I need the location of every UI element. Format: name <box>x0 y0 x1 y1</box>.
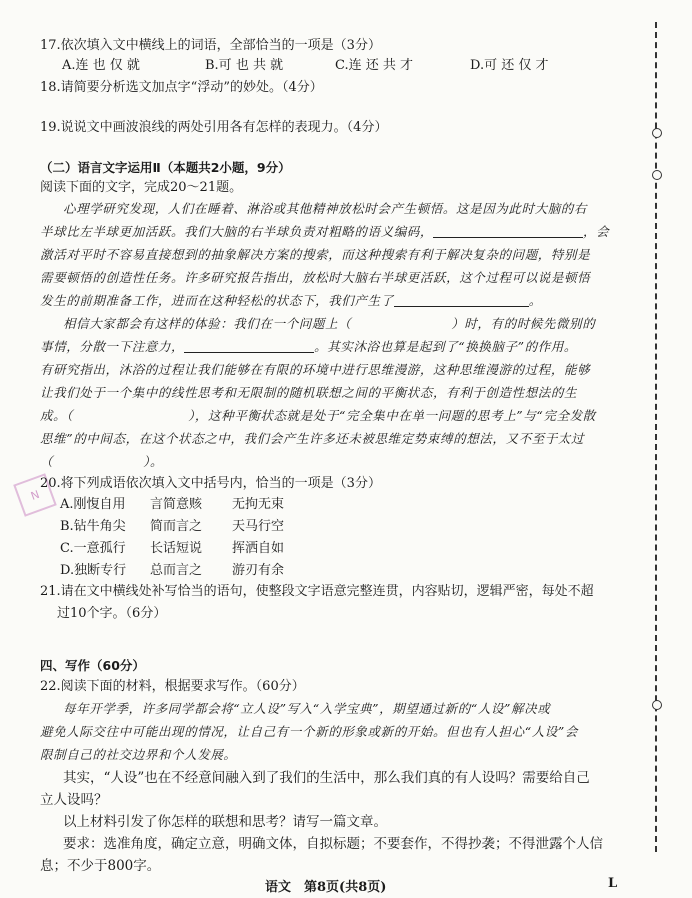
q20-option-a-3: 无拘无束 <box>232 497 285 512</box>
prompt-line: 以上材料引发了你怎样的联想和思考？请写一篇文章。 <box>63 814 387 830</box>
material-line: 避免人际交往中可能出现的情况，让自己有一个新的形象或新的开始。但也有人担心“人设”会 <box>40 724 578 739</box>
q21-stem-line-1: 21.请在文中横线处补写恰当的语句，使整段文字语意完整连贯，内容贴切，逻辑严密，每处不超 <box>40 584 594 599</box>
requirements-line: 息；不少于800字。 <box>40 858 161 874</box>
passage-line: 激活对平时不容易直接想到的抽象解决方案的搜索，而这种搜索有利于解决复杂的问题，特别是 <box>40 247 591 262</box>
q20-option-b-3: 天马行空 <box>232 519 285 534</box>
binding-cut-line <box>655 22 657 852</box>
requirements-line: 要求：选准角度，确定立意，明确文体，自拟标题；不要套作，不得抄袭；不得泄露个人信 <box>63 836 603 852</box>
q20-option-d-1: D.独断专行 <box>60 563 127 578</box>
q20-option-c-1: C.一意孤行 <box>60 541 126 556</box>
q20-option-a-1: A.刚愎自用 <box>60 497 126 512</box>
paper-mark: L <box>608 876 618 891</box>
passage-line: （ ）。 <box>40 454 164 469</box>
material-line: 立人设吗？ <box>40 792 108 808</box>
q20-option-c-3: 挥洒自如 <box>232 541 285 556</box>
answer-blank-3[interactable] <box>184 338 314 353</box>
material-line: 限制自己的社交边界和个人发展。 <box>40 747 237 762</box>
passage-line: 心理学研究发现，人们在睡着、淋浴或其他精神放松时会产生顿悟。这是因为此时大脑的右 <box>63 201 588 216</box>
q20-stem: 20.将下列成语依次填入文中括号内，恰当的一项是（3分） <box>40 476 381 491</box>
q17-stem: 17.依次填入文中横线上的词语，全部恰当的一项是（3分） <box>40 38 381 53</box>
q18-stem: 18.请简要分析选文加点字“浮动”的妙处。（4分） <box>40 80 323 95</box>
q17-option-a: A.连 也 仅 就 <box>62 58 140 73</box>
q20-option-c-2: 长话短说 <box>150 541 203 556</box>
q20-option-a-2: 言简意赅 <box>150 497 203 512</box>
passage-line: 成。（ ），这种平衡状态就是处于“完全集中在单一问题的思考上”与“完全发散 <box>40 408 596 423</box>
q22-stem: 22.阅读下面的材料，根据要求写作。（60分） <box>40 679 305 694</box>
passage-line: 半球比左半球更加活跃。我们大脑的右半球负责对粗略的语义编码， ，会 <box>40 224 610 239</box>
section-2-title: （二）语言文字运用Ⅱ（本题共2小题，9分） <box>40 160 291 175</box>
passage-line: 需要顿悟的创造性任务。许多研究报告指出，放松时大脑右半球更活跃，这个过程可以说是顿悟 <box>40 270 591 285</box>
q20-option-b-2: 简而言之 <box>150 519 203 534</box>
passage-line: 相信大家都会有这样的体验：我们在一个问题上（ ）时，有的时候先微别的 <box>63 316 596 331</box>
passage-line: 事情，分散一下注意力， 。其实沐浴也算是起到了“换换脑子”的作用。 <box>40 339 577 354</box>
material-line: 其实，“人设”也在不经意间融入到了我们的生活中，那么我们真的有人设吗？需要给自己 <box>63 770 590 786</box>
q20-option-d-3: 游刃有余 <box>232 563 285 578</box>
binding-hole-3 <box>652 700 662 710</box>
q19-stem: 19.说说文中画波浪线的两处引用各有怎样的表现力。（4分） <box>40 120 388 135</box>
page-footer: 语文 第8页(共8页) <box>265 880 387 895</box>
passage-line: 思维”的中间态，在这个状态之中，我们会产生许多还未被思维定势束缚的想法，又不至于太过 <box>40 431 585 446</box>
q20-option-b-1: B.钻牛角尖 <box>60 519 126 534</box>
section-4-title: 四、写作（60分） <box>40 658 145 673</box>
binding-hole-1 <box>652 128 662 138</box>
passage-line: 让我们处于一个集中的线性思考和无限制的随机联想之间的平衡状态，有利于创造性想法的生 <box>40 385 578 400</box>
section-2-instruction: 阅读下面的文字，完成20～21题。 <box>40 180 243 195</box>
watermark-logo: N <box>13 473 57 517</box>
q17-option-b: B.可 也 共 就 <box>205 58 284 73</box>
binding-hole-2 <box>652 170 662 180</box>
answer-blank-1[interactable] <box>433 223 583 238</box>
passage-line: 有研究指出，沐浴的过程让我们能够在有限的环境中进行思维漫游，这种思维漫游的过程，能够 <box>40 362 591 377</box>
q20-option-d-2: 总而言之 <box>150 563 203 578</box>
q17-option-d: D.可 还 仅 才 <box>470 58 549 73</box>
material-line: 每年开学季，许多同学都会将“立人设”写入“入学宝典”，期望通过新的“人设”解决或 <box>63 701 551 716</box>
q21-stem-line-2: 过10个字。（6分） <box>57 606 167 621</box>
q17-option-c: C.连 还 共 才 <box>335 58 414 73</box>
passage-line: 发生的前期准备工作，进而在这种轻松的状态下，我们产生了 。 <box>40 293 542 308</box>
answer-blank-2[interactable] <box>394 292 529 307</box>
